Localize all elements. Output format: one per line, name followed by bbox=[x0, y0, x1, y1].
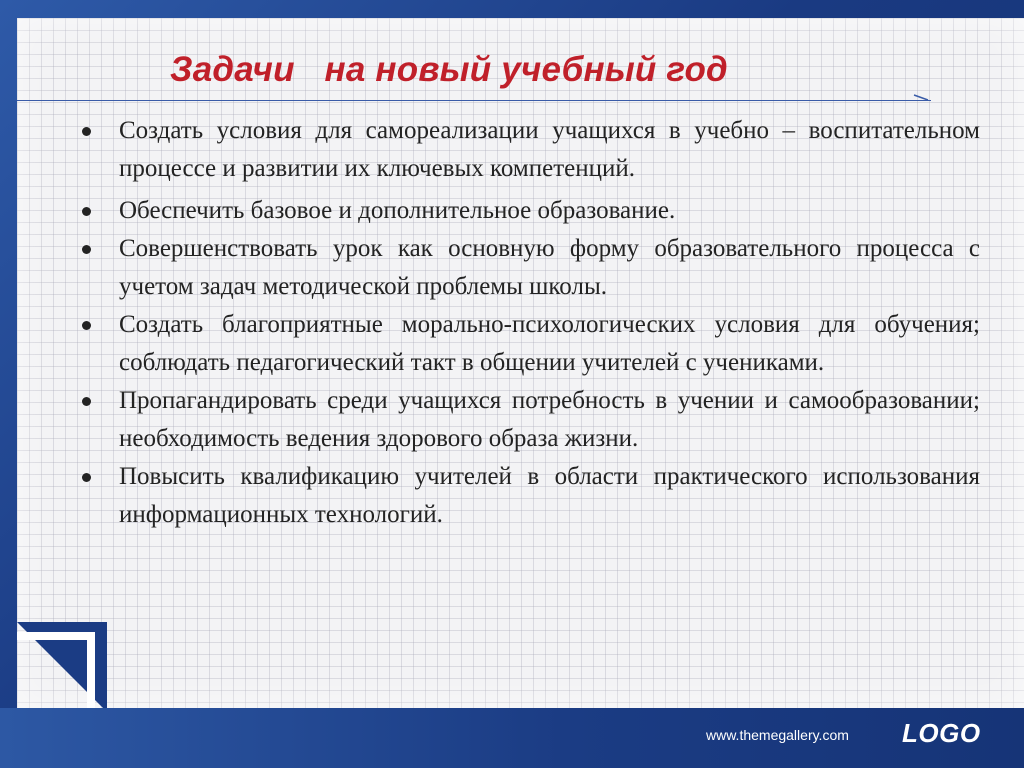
bullet-dot-icon bbox=[82, 473, 91, 482]
bullet-dot-icon bbox=[82, 207, 91, 216]
list-item-text: Совершенствовать урок как основную форму образовательного процесса с учетом задач методической проблемы школы. bbox=[119, 235, 980, 300]
bullet-dot-icon bbox=[82, 397, 91, 406]
list-item bbox=[75, 230, 980, 306]
bullet-dot-icon bbox=[82, 127, 91, 136]
list-item-text: Создать благоприятные морально-психологических условия для обучения; соблюдать педагогический такт в общении учителей с учениками. bbox=[119, 311, 980, 376]
footer-logo: LOGO bbox=[902, 718, 981, 748]
list-item bbox=[75, 382, 980, 458]
bullet-dot-icon bbox=[82, 321, 91, 330]
list-item bbox=[75, 192, 980, 230]
list-item bbox=[75, 306, 980, 382]
list-item bbox=[75, 112, 980, 188]
task-list bbox=[75, 112, 980, 534]
bullet-dot-icon bbox=[82, 245, 91, 254]
slide-title: Задачи на новый учебный год bbox=[170, 50, 728, 89]
list-item-text: Обеспечить базовое и дополнительное образование. bbox=[119, 197, 676, 224]
title-underline bbox=[17, 100, 931, 101]
list-item bbox=[75, 458, 980, 534]
arrow-tip-icon bbox=[913, 93, 929, 107]
corner-triangle-decoration bbox=[17, 622, 107, 712]
footer-url: www.themegallery.com bbox=[706, 727, 849, 743]
list-item-text: Повысить квалификацию учителей в области практического использования информационных технологий. bbox=[119, 463, 980, 528]
list-item-text: Создать условия для самореализации учащихся в учебно – воспитательном процессе и развитии их ключевых компетенций. bbox=[119, 117, 980, 182]
list-item-text: Пропагандировать среди учащихся потребность в учении и самообразовании; необходимость ведения здорового образа жизни. bbox=[119, 387, 980, 452]
footer-bar bbox=[0, 708, 1024, 768]
